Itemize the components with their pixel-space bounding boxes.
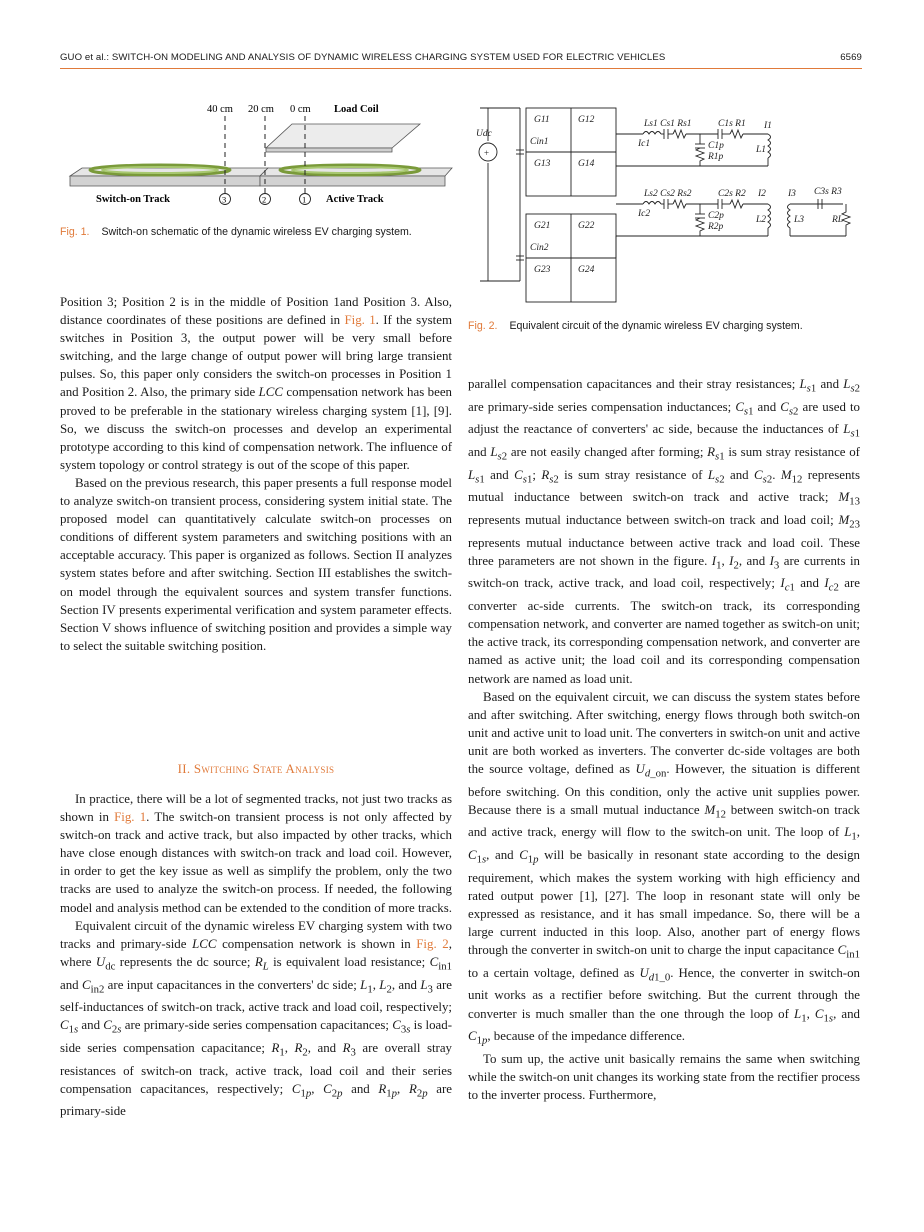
paragraph: Based on the previous research, this paper presents a full response model to analyze switch-on transient process, considering system initial state. The proposed model can quantitatively calculate switch-on processes on conditions of different system parameters and switching positions with an acceptable accuracy. This paper is organized as follows. Section II analyzes system states before and after switching. Section III establishes the switch-on model through the equivalent sources and system transfer functions. Section IV presents experimental verification and system parameter effects. Section V shows influence of switching position and provides a simple way to select the suitable switching position.	[60, 475, 452, 653]
fig2-g23: G23	[534, 265, 551, 275]
fig1-active-track-label: Active Track	[326, 194, 384, 205]
fig2-r1p: R1p	[708, 152, 724, 162]
fig2-l1: L1	[756, 145, 767, 155]
fig2-l3: L3	[794, 215, 805, 225]
fig1-caption-text: Switch-on schematic of the dynamic wireless EV charging system.	[101, 226, 412, 238]
fig2-r2p: R2p	[708, 222, 724, 232]
right-column	[468, 375, 860, 1104]
header-rule	[60, 68, 862, 69]
paragraph: Based on the equivalent circuit, we can discuss the system states before and after switching. After switching, energy flows through both switch-on unit and active unit to load unit. The converters in switch-on unit and active unit are both worked as inverters. The converter dc-side voltages are both the source voltage, defined as $U_{d\_on}$. However, the situation is different before switching. On this condition, only the active unit supplies power. Because there is a small mutual inductance $M_{12}$ between switch-on track and active track, energy will flow to the switch-on unit. The loop of $L_1$, $C_{1s}$, and $C_{1p}$ will be basically in resonant state according to the design requirement, which makes the system working with high efficiency and rated output power [1], [27]. The loop in resonant state will only be expressed as resistance, and it has small impedance. So, there will be a large current inducted in this loop. Also, another part of energy flows through the converter in switch-on unit to charge the input capacitance $C_{in1}$ to a certain voltage, defined as $U_{d1\_0}$. Hence, the converter in switch-on unit works as a rectifier before switching. But the current through the converter is much smaller than the one through the loop of $L_1$, $C_{1s}$, and $C_{1p}$, because of the impedance difference.	[468, 689, 860, 1047]
fig2-g14: G14	[578, 159, 595, 169]
paragraph: In practice, there will be a lot of segmented tracks, not just two tracks as shown in Fig. 1. The switch-on transient process is not only affected by switch-on track and active track, but also impacted by other tracks, which have close enough distances with switch-on track and load coil. However, in order to get the key issue as well as simplify the problem, only the two tracks are used to analyze the switch-on process. If needed, the following model and analysis method can be extended to the condition of more tracks.	[60, 792, 452, 915]
fig2-g21: G21	[534, 221, 551, 231]
fig2-c3s-r3: C3s R3	[814, 187, 842, 197]
fig2-rl: RL	[832, 215, 844, 225]
page-number: 6569	[840, 52, 862, 63]
fig1-position-1: 1	[302, 194, 307, 205]
left-column-top	[60, 293, 452, 655]
header-title: GUO et al.: SWITCH-ON MODELING AND ANALYSIS OF DYNAMIC WIRELESS CHARGING SYSTEM USED FOR ELECTRIC VEHICLES	[60, 52, 666, 63]
fig2-i1: I1	[764, 121, 772, 131]
fig2-top-series: Ls1 Cs1 Rs1	[644, 119, 692, 129]
left-column-bottom	[60, 790, 452, 1120]
fig2-g11: G11	[534, 115, 550, 125]
fig1-load-coil-label: Load Coil	[334, 104, 379, 115]
fig2-cin2: Cin2	[530, 243, 549, 253]
fig2-g12: G12	[578, 115, 595, 125]
running-header	[60, 52, 862, 68]
fig2-bottom-series: Ls2 Cs2 Rs2	[644, 189, 692, 199]
fig2-udc: Udc	[476, 129, 492, 139]
fig2-ic2: Ic2	[638, 209, 651, 219]
fig2-c2p: C2p	[708, 211, 724, 221]
fig1-0cm: 0 cm	[290, 104, 311, 115]
fig1-caption-label: Fig. 1.	[60, 226, 90, 238]
fig1-switch-on-track-label: Switch-on Track	[96, 194, 170, 205]
fig2-c2s-r2: C2s R2	[718, 189, 746, 199]
fig2-g24: G24	[578, 265, 595, 275]
fig2-caption-label: Fig. 2.	[468, 320, 498, 332]
fig1-position-2: 2	[262, 194, 267, 205]
fig1-40cm: 40 cm	[207, 104, 233, 115]
figure-1-schematic	[60, 96, 460, 218]
figure-1-caption	[60, 226, 452, 239]
fig2-cin1: Cin1	[530, 137, 549, 147]
fig2-l2: L2	[756, 215, 767, 225]
figure-2-circuit	[468, 86, 868, 308]
fig1-link[interactable]: Fig. 1	[344, 313, 376, 328]
fig1-link[interactable]: Fig. 1	[114, 810, 147, 825]
fig2-link[interactable]: Fig. 2	[416, 936, 449, 951]
paragraph: Equivalent circuit of the dynamic wireless EV charging system with two tracks and primary-side LCC compensation network is shown in Fig. 2, where $U_{dc}$ represents the dc source; $R_L$ is equivalent load resistance; $C_{in1}$ and $C_{in2}$ are input capacitances in the converters' dc side; $L_1$, $L_2$, and $L_3$ are self-inductances of switch-on track, active track and load coil, respectively; $C_{1s}$ and $C_{2s}$ are primary-side series compensation capacitances; $C_{3s}$ is load-side series compensation capacitance; $R_1$, $R_2$, and $R_3$ are overall stray resistances of switch-on track, active track, load coil and their series compensation capacitances, respectively; $C_{1p}$, $C_{2p}$ and $R_{1p}$, $R_{2p}$ are primary-side	[60, 918, 452, 1119]
fig2-i2: I2	[758, 189, 766, 199]
fig2-ic1: Ic1	[638, 139, 651, 149]
fig1-position-3: 3	[222, 194, 227, 205]
fig2-g22: G22	[578, 221, 595, 231]
section-heading: II. Switching State Analysis	[177, 762, 335, 776]
paragraph: Position 3; Position 2 is in the middle of Position 1and Position 3. Also, distance coordinates of these positions are defined in Fig. 1. If the system switches in Position 3, the output power will be very small before switching, and the large change of output power will bring large transient pulses. So, this paper only considers the switch-on processes in Position 1 and Position 2. Also, the primary side LCC compensation network has been proved to be preferable in the stationary wireless charging system [1], [9]. So, we discuss the switch-on processes and develop an experimental prototype according to this kind of compensation network. The influence of system topology or control strategy is out of the scope of this paper.	[60, 295, 452, 472]
fig2-caption-text: Equivalent circuit of the dynamic wireless EV charging system.	[509, 320, 803, 332]
paragraph: To sum up, the active unit basically remains the same when switching while the switch-on unit changes its working state from the rectifier process to the inverter process. Furthermore,	[468, 1051, 860, 1103]
fig2-source-plus-icon: +	[484, 148, 490, 158]
fig1-20cm: 20 cm	[248, 104, 274, 115]
fig2-g13: G13	[534, 159, 551, 169]
figure-2-caption	[468, 320, 868, 333]
paragraph: parallel compensation capacitances and their stray resistances; $L_{s1}$ and $L_{s2}$ are primary-side series compensation inductances; $C_{s1}$ and $C_{s2}$ are used to adjust the reactance of converters' ac side, because the inductances of $L_{s1}$ and $L_{s2}$ are not easily changed after forming; $R_{s1}$ is sum stray resistance of $L_{s1}$ and $C_{s1}$; $R_{s2}$ is sum stray resistance of $L_{s2}$ and $C_{s2}$. $M_{12}$ represents mutual inductance between switch-on track and active track; $M_{13}$ represents mutual inductance between switch-on track and load coil; $M_{23}$ represents mutual inductance between active track and load coil. These three parameters are not shown in the figure. $I_1$, $I_2$, and $I_3$ are currents in switch-on track, active track, and load coil, respectively; $I_{c1}$ and $I_{c2}$ are converter ac-side currents. The switch-on track, its corresponding compensation network, and converter are named together as switch-on unit; the active track, its corresponding compensation network, and converter are named as active unit; the load coil and its corresponding compensation network are named as load unit.	[468, 377, 861, 686]
fig2-c1p: C1p	[708, 141, 724, 151]
fig2-i3: I3	[788, 189, 796, 199]
load-coil-plate	[266, 124, 420, 148]
fig2-c1s-r1: C1s R1	[718, 119, 746, 129]
